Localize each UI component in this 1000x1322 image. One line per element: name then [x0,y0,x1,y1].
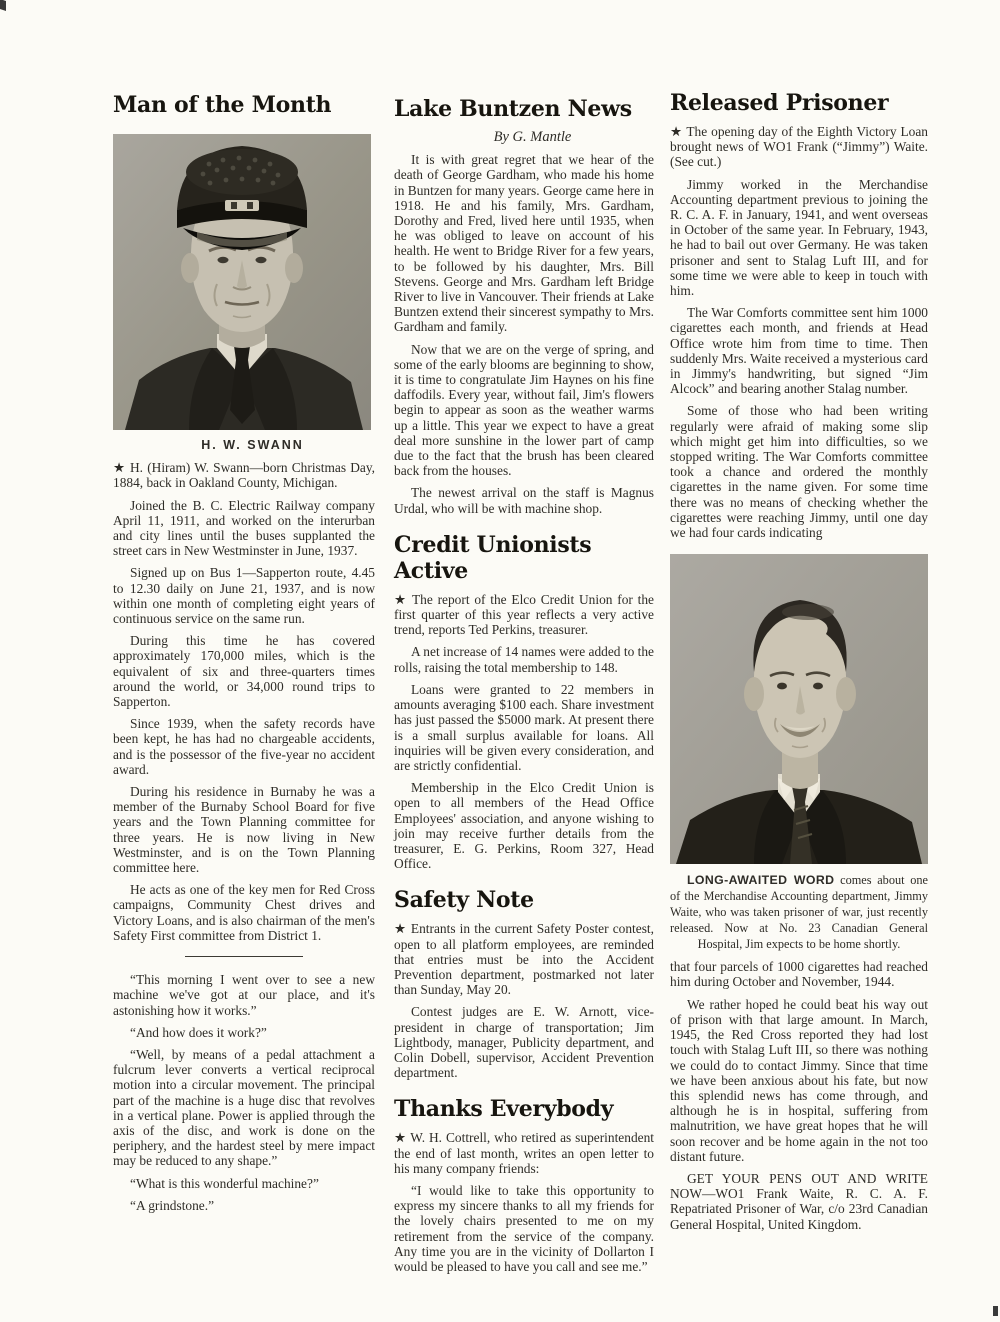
scan-speck-bottom-right [993,1306,998,1316]
paragraph: GET YOUR PENS OUT AND WRITE NOW—WO1 Frank Waite, R. C. A. F. Repatriated Prisoner of War, c/o 23rd Canadian General Hospital, United Kingdom. [670,1170,928,1232]
paragraph: Some of those who had been writing regularly were afraid of making some slip which might get him into difficulties, so we stopped writing. The War Comforts committee took a chance and ordered the monthly cigarettes in the name given. For some time there was no means of checking whether the cigarettes were reaching Jimmy, until one day we had four cards indicating [670,403,928,541]
right-column [670,90,928,1239]
waite-portrait-illustration [670,554,928,864]
section-heading-credit-unionists-active: Credit Unionists Active [394,531,592,584]
paragraph: “A grindstone.” [130,1197,215,1213]
paragraph: ★ The report of the Elco Credit Union for the first quarter of this year reflects a very active trend, reports Ted Perkins, treasurer. [394,591,654,638]
paragraph: “Well, by means of a pedal attachment a fulcrum lever converts a vertical reciprocal motion into a circular movement. The principal part of the machine is a huge disc that revolves in a vertical plane. Power is applied through the axis of the disc, and work is done on the periphery, and the hardest steel by mere impact may be reduced to any shape.” [113,1046,375,1169]
section-safety-note [394,887,654,1080]
section-thanks-everybody [394,1096,654,1274]
caption-lead: LONG-AWAITED WORD [687,873,835,888]
paragraph: ★ H. (Hiram) W. Swann—born Christmas Day, 1884, back in Oakland County, Michigan. [113,460,375,491]
section-heading-lake-buntzen-news: Lake Buntzen News [394,96,632,122]
scan-speck-top-left [0,0,6,11]
section-divider [185,956,303,957]
caption-text: comes about one of the Merchandise Accounting department, Jimmy Waite, who was taken prisoner of war, just recently released. Now at No. 23 Canadian General Hospital, Jim expects to be home shortly. [670,873,928,952]
paragraph: The newest arrival on the staff is Magnus Urdal, who will be with machine shop. [394,485,654,516]
middle-column [394,96,654,1281]
paragraph: “I would like to take this opportunity to express my sincere thanks to all my friends for the lovely chairs presented to me on my retirement from the service of the company. Any time you are in the vicinity of Dollarton I would be pleased to have you call and see me.” [394,1182,654,1274]
section-heading-released-prisoner: Released Prisoner [670,90,889,116]
paragraph: ★ The opening day of the Eighth Victory Loan brought news of WO1 Frank (“Jimmy”) Waite. (See cut.) [670,124,928,170]
paragraph: Now that we are on the verge of spring, and some of the early blooms are beginning to show, it is time to congratulate Jim Haynes on his fine daffodils. Every year, without fail, Jim's flowers begin to appear as soon as the weather warms up a little. This year we expect to have a great deal more sunshine in the lower part of camp due to the fact that the brush has been cleared back from the houses. [394,341,654,479]
paragraph: We rather hoped he could beat his way out of prison with that large amount. In March, 1945, the Red Cross reported they had lost touch with Stalag Luft III, so there was nothing we could do to contact Jimmy. Since that time we have been anxious about his fate, but now this splendid news has come through, and although he is in hospital, suffering from malnutrition, we have great hopes that he will soon recover and be home again in the not too distant future. [670,996,928,1164]
paragraph: It is with great regret that we hear of the death of George Gardham, who made his home in Buntzen for many years. George came here in 1918. He and his family, Mrs. Gardham, Dorothy and Fred, lived here until 1935, when he was obliged to leave on account of his health. He went to Bridge River for a few years, to be followed by his daughter, Mrs. Bill Stevens. George and Mrs. Gardham left Bridge River to live in Vancouver. Their friends at Lake Buntzen extend their sincerest sympathy to Mrs. Gardham and family. [394,152,654,335]
section-heading-man-of-the-month: Man of the Month [113,92,332,118]
swann-photo [113,134,375,430]
section-heading-thanks-everybody: Thanks Everybody [394,1096,614,1123]
paragraph: “What is this wonderful machine?” [130,1175,319,1191]
section-heading-safety-note: Safety Note [394,887,534,914]
byline: By G. Mantle [493,129,572,145]
paragraph: ★ Entrants in the current Safety Poster contest, open to all platform employees, are reminded that entries must be into the Accident Prevention department, postmarked not later than Sunday, May 20. [394,921,654,998]
paragraph: that four parcels of 1000 cigarettes had reached him during October and November, 1944. [670,959,928,990]
paragraph: Joined the B. C. Electric Railway company April 11, 1911, and worked on the interurban and city lines until the buses supplanted the street cars in New Westminster in June, 1937. [113,497,375,559]
section-lake-buntzen [394,96,654,516]
paragraph: Jimmy worked in the Merchandise Accounting department previous to joining the R. C. A. F. in January, 1941, and went overseas in October of the same year. In February, 1943, he had to bail out over Germany. He was taken prisoner and sent to Stalag Luft III, and for some time we were able to keep in touch with him. [670,176,928,299]
paragraph: During his residence in Burnaby he was a member of the Burnaby School Board for five years and the Town Planning committee for three years. He is now living in New Westminster, and is on the Town Planning committee here. [113,784,375,876]
paragraph: ★ W. H. Cottrell, who retired as superintendent the end of last month, writes an open letter to his many company friends: [394,1130,654,1176]
section-credit-unionists [394,532,654,871]
paragraph: Loans were granted to 22 members in amounts averaging $100 each. Share investment has just passed the $5000 mark. At present there is a small surplus available for loans. All inquiries will be given every consideration, and are strictly confidential. [394,681,654,773]
waite-photo-caption [670,872,928,952]
paragraph: The War Comforts committee sent him 1000 cigarettes each month, and friends at Head Office wrote him from time to time. Then suddenly Mrs. Waite received a mysterious card in Jimmy's handwriting, but signed “Jim Alcock” and bearing another Stalag number. [670,305,928,397]
paragraph: Membership in the Elco Credit Union is open to all members of the Head Office Employees' association, and anyone wishing to join may receive further details from the treasurer, E. G. Perkins, Room 327, Head Office. [394,780,654,872]
paragraph: During this time he has covered approximately 170,000 miles, which is the equivalent of six and three-quarters times around the world, or 34,000 round trips to Sapperton. [113,633,375,710]
paragraph: A net increase of 14 names were added to the rolls, raising the total membership to 148. [394,644,654,675]
left-column [113,92,375,1220]
paragraph: Since 1939, when the safety records have been kept, he has had no chargeable accidents, and is the possessor of the five-year no accident award. [113,716,375,777]
swann-photo-caption: H. W. SWANN [201,438,304,452]
paragraph: He acts as one of the key men for Red Cross campaigns, Community Chest drives and Victory Loans, and is also chairman of the men's Safety First committee from District 1. [113,882,375,943]
waite-photo [670,554,928,864]
swann-portrait-illustration [113,134,371,430]
paragraph: “This morning I went over to see a new machine we've got at our place, and it's astonishing how it works.” [113,972,375,1018]
paragraph: Signed up on Bus 1—Sapperton route, 4.45 to 12.30 daily on June 21, 1937, and is now within one month of completing eight years of continuous service on the same run. [113,565,375,627]
paragraph: “And how does it work?” [130,1024,267,1040]
paragraph: Contest judges are E. W. Arnott, vice-president in charge of transportation; Jim Lightbody, manager, Publicity department, and Colin Dobell, supervisor, Accident Prevention department. [394,1004,654,1081]
